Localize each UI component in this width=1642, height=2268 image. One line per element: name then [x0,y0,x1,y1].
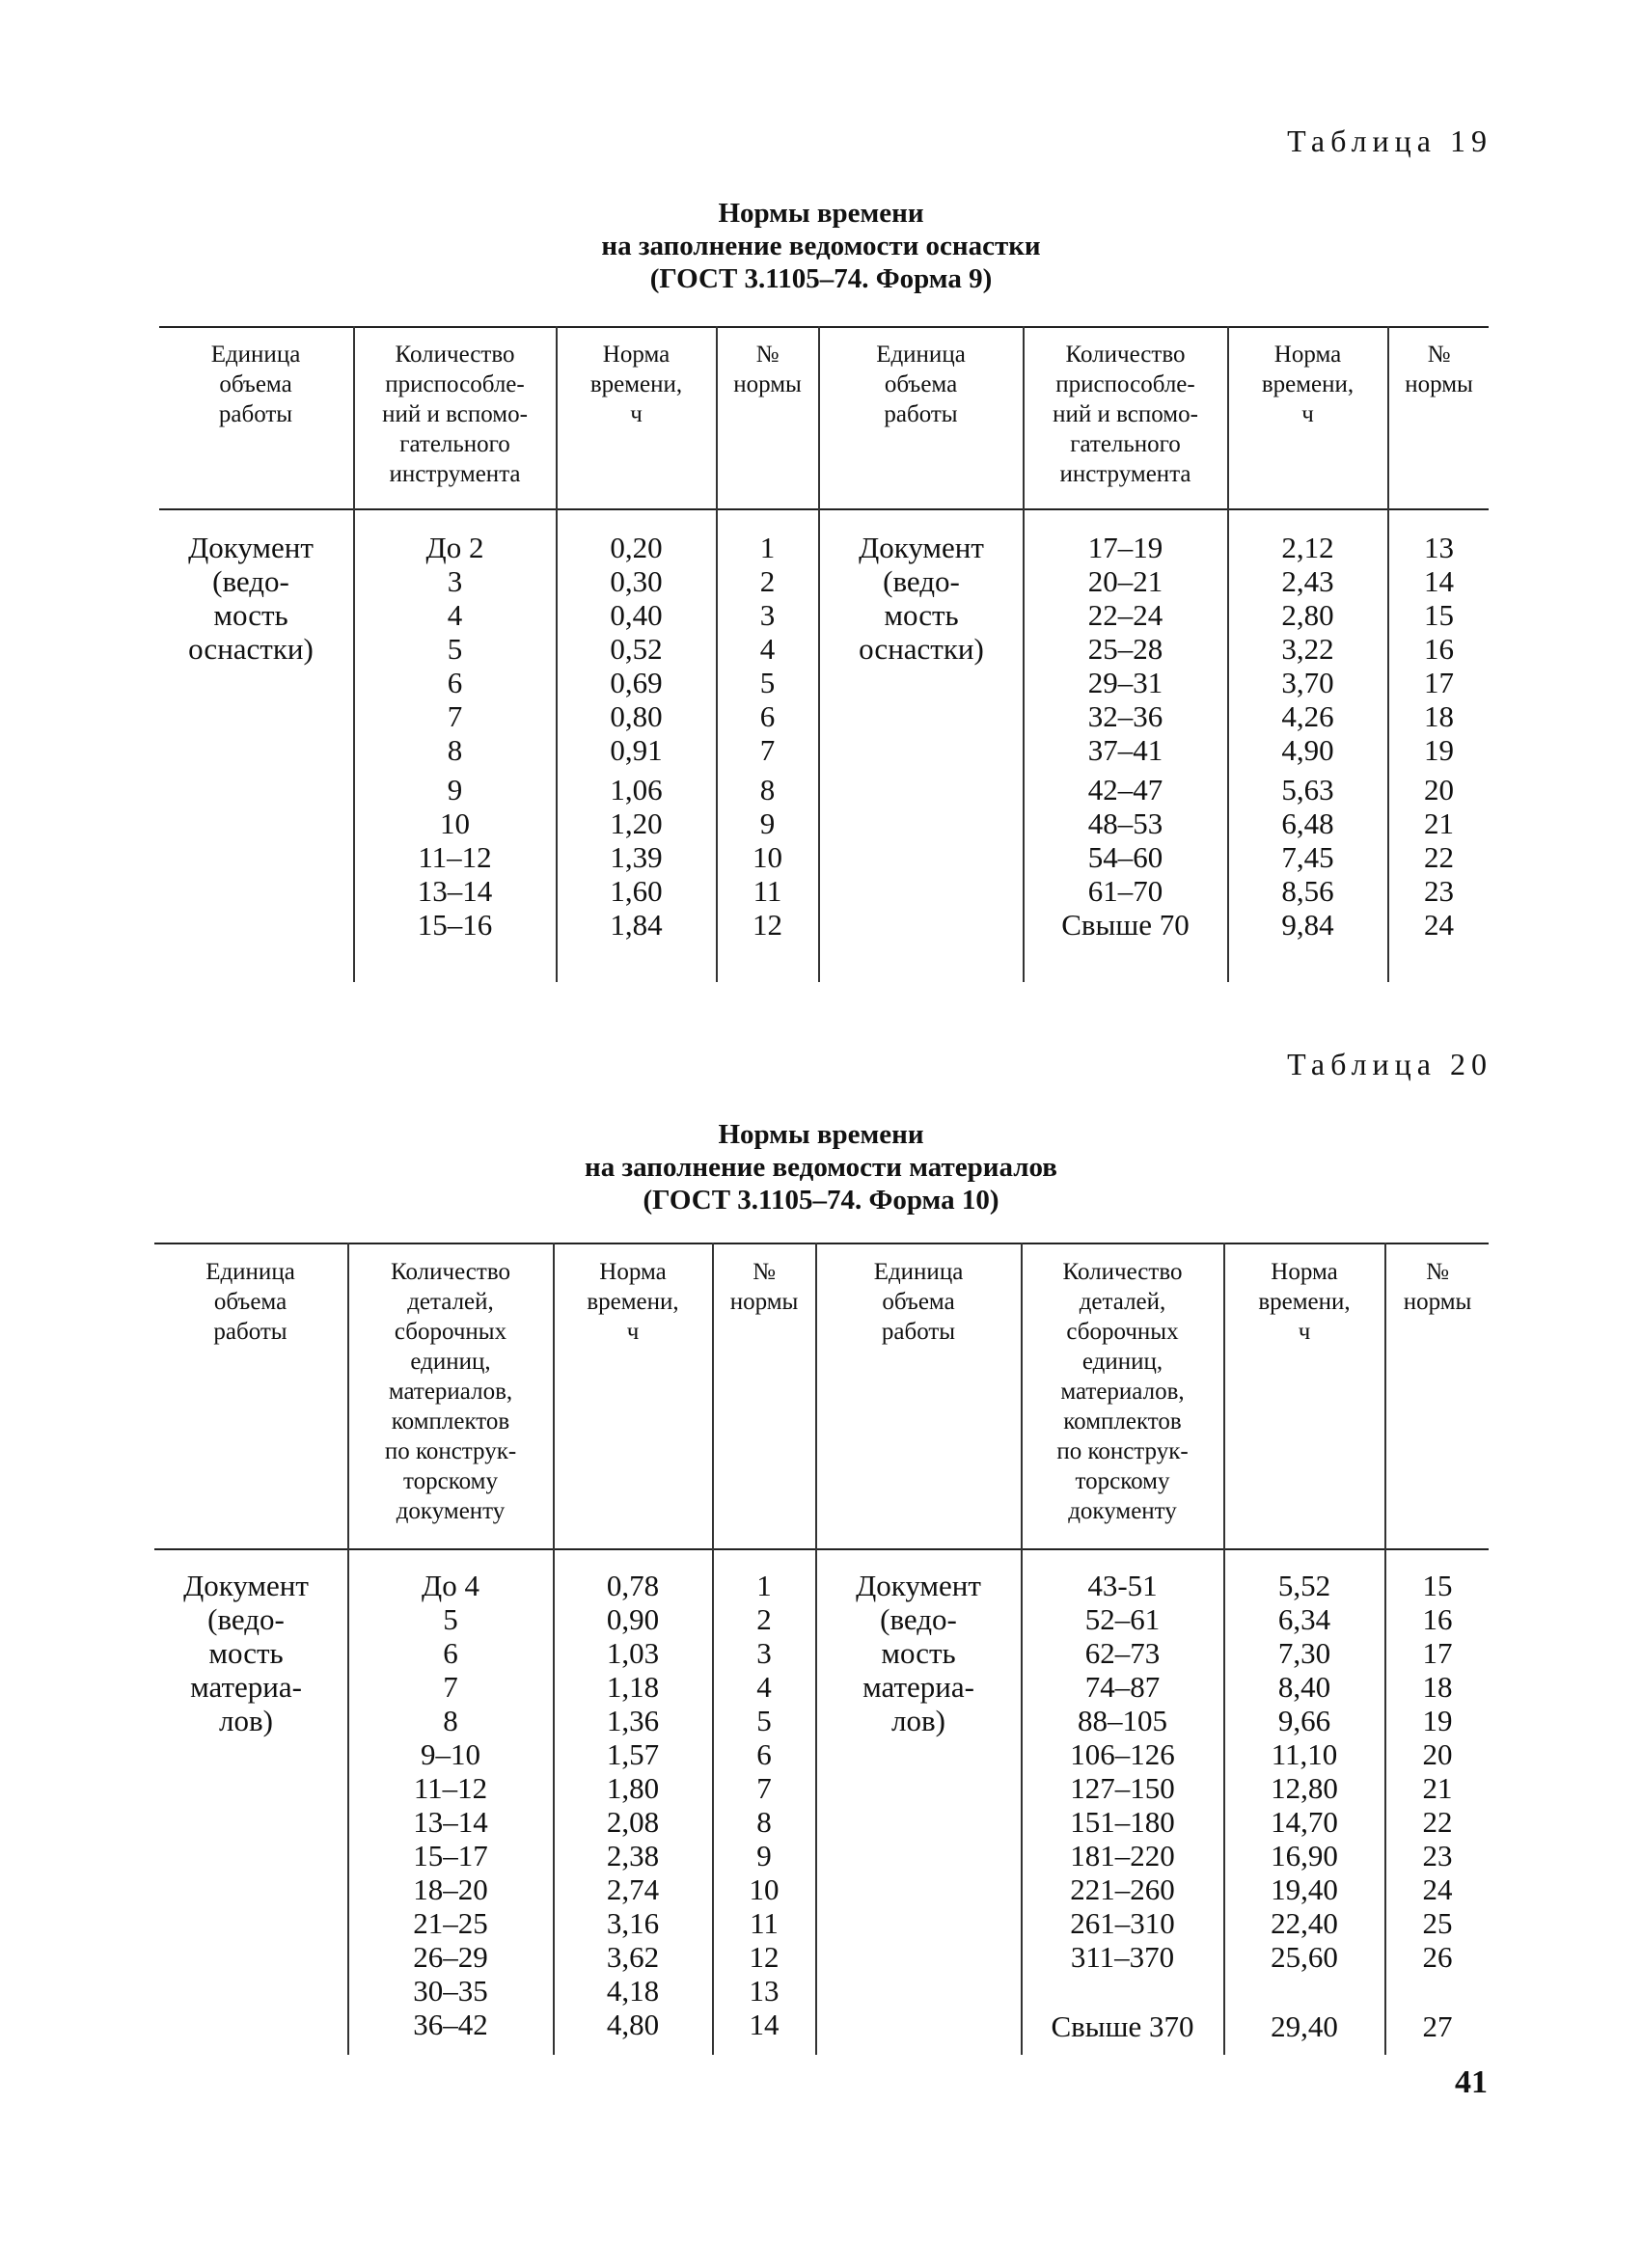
table20-top-rule [154,1243,1489,1244]
table20-header-norm-right: Норма времени, ч [1258,1259,1351,1345]
table19-header-norm-right: Норма времени, ч [1261,342,1355,427]
table19-header-unit-left: Единица объема работы [210,342,301,427]
table20-col-divider [815,1243,817,2055]
table19-norm-left-a: 0,20 0,30 0,40 0,52 0,69 0,80 0,91 [610,531,663,767]
table20-title-line2: на заполнение ведомости материалов [585,1152,1057,1183]
table20-header-quantity-right: Количество деталей, сборочных единиц, материалов, комплектов по конструк- торскому документу [1056,1259,1189,1524]
table20-header-number-right: № нормы [1403,1259,1472,1315]
table20-unit-left: Документ (ведо- мость материа- лов) [183,1569,309,1737]
table20-header-number-left: № нормы [729,1259,799,1315]
table20-norm-right-b: 29,40 [1271,2009,1338,2043]
table20-label: Таблица 20 [1287,1047,1492,1081]
table20-norm-left: 0,78 0,90 1,03 1,18 1,36 1,57 1,80 2,08 2,38 2,74 3,16 3,62 4,18 4,80 [606,1569,660,2041]
table20-quantity-left: До 4 5 6 7 8 9–10 11–12 13–14 15–17 18–20 21–25 26–29 30–35 36–42 [413,1569,488,2041]
table20-header-quantity-left: Количество деталей, сборочных единиц, материалов, комплектов по конструк- торскому документу [384,1259,517,1524]
table20-quantity-right-b: Свыше 370 [1051,2009,1194,2043]
table20-title-line3: (ГОСТ 3.1105–74. Форма 10) [643,1185,999,1216]
table20-num-left: 1 2 3 4 5 6 7 8 9 10 11 12 13 14 [749,1569,780,2041]
table19-num-right-b: 20 21 22 23 24 [1424,773,1454,942]
table19-num-left-b: 8 9 10 11 12 [753,773,782,942]
table19-norm-right-b: 5,63 6,48 7,45 8,56 9,84 [1281,773,1334,942]
table19-norm-right-a: 2,12 2,43 2,80 3,22 3,70 4,26 4,90 [1281,531,1334,767]
table19-unit-left: Документ (ведо- мость оснастки) [188,531,314,666]
table19-header-number-right: № нормы [1405,342,1473,397]
table20-title-line1: Нормы времени [718,1119,924,1150]
table19-header-unit-right: Единица объема работы [876,342,966,427]
table19-header-quantity-left: Количество приспособле- ний и вспомо- гательного инструмента [382,342,528,487]
table19-quantity-left-b: 9 10 11–12 13–14 15–16 [417,773,493,942]
table19-header-quantity-right: Количество приспособле- ний и вспомо- гательного инструмента [1053,342,1198,487]
table19-header-rule [159,508,1489,510]
table20-quantity-right-a: 43-51 52–61 62–73 74–87 88–105 106–126 127–150 151–180 181–220 221–260 261–310 311–370 [1070,1569,1175,1974]
table19-quantity-right-a: 17–19 20–21 22–24 25–28 29–31 32–36 37–41 [1087,531,1163,767]
table20-num-right-b: 27 [1422,2009,1453,2043]
table19-label: Таблица 19 [1287,123,1492,158]
table19-title-line1: Нормы времени [718,198,924,229]
table20-header-rule [154,1548,1489,1550]
table19-quantity-right-b: 42–47 48–53 54–60 61–70 Свыше 70 [1061,773,1190,942]
table20-unit-right: Документ (ведо- мость материа- лов) [856,1569,981,1737]
table20-norm-right-a: 5,52 6,34 7,30 8,40 9,66 11,10 12,80 14,70 16,90 19,40 22,40 25,60 [1271,1569,1338,1974]
table20-header-unit-left: Единица объема работы [205,1259,295,1345]
table19-num-right-a: 13 14 15 16 17 18 19 [1424,531,1454,767]
table19-title-line2: на заполнение ведомости оснастки [601,231,1041,261]
table20-header-unit-right: Единица объема работы [873,1259,964,1345]
page-number: 41 [1455,2064,1488,2100]
table19-header-number-left: № нормы [733,342,802,397]
table19-title-line3: (ГОСТ 3.1105–74. Форма 9) [649,263,993,294]
table19-num-left-a: 1 2 3 4 5 6 7 [759,531,776,767]
table19-unit-right: Документ (ведо- мость оснастки) [859,531,984,666]
table19-header-norm-left: Норма времени, ч [589,342,683,427]
table20-header-norm-left: Норма времени, ч [587,1259,679,1345]
table20-num-right-a: 15 16 17 18 19 20 21 22 23 24 25 26 [1422,1569,1453,1974]
table19-top-rule [159,326,1489,328]
table19-quantity-left-a: До 2 3 4 5 6 7 8 [425,531,484,767]
table19-norm-left-b: 1,06 1,20 1,39 1,60 1,84 [610,773,663,942]
